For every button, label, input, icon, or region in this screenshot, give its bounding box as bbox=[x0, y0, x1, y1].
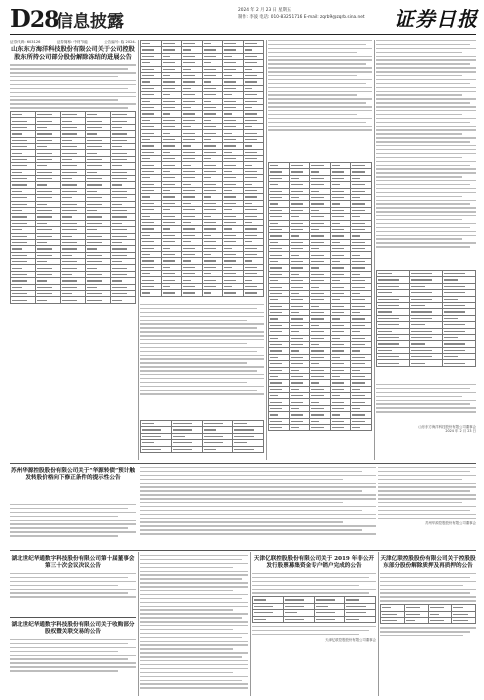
table-cell bbox=[243, 290, 264, 296]
data-table bbox=[140, 40, 264, 297]
data-table bbox=[10, 111, 136, 304]
table-cell bbox=[269, 425, 290, 431]
notice-2-body bbox=[10, 504, 136, 544]
notice-4 bbox=[10, 621, 136, 697]
notice-title: 湖北世纪华通数字科技股份有限公司关于收购部分股权暨关联交易的公告 bbox=[11, 622, 135, 635]
notice-title: 天津亿联控股股份有限公司关于控股股东部分股份解除质押及再质押的公告 bbox=[380, 556, 476, 569]
table-cell bbox=[283, 616, 314, 622]
notice-3 bbox=[10, 555, 136, 615]
masthead bbox=[10, 4, 478, 34]
table-cell bbox=[404, 617, 428, 623]
table-cell bbox=[233, 446, 264, 452]
table-row bbox=[141, 290, 264, 296]
notice-1 bbox=[10, 40, 136, 460]
contact-line: 制作: 李波 电话: 010-83251716 E-mail: zqrb9@zqrb.sina.net bbox=[238, 15, 365, 20]
section-title: 信息披露 bbox=[56, 12, 124, 32]
table-cell bbox=[223, 290, 244, 296]
notice-title: 天津亿联控股股份有限公司关于 2019 年非公开发行股票募集资金专户销户完成的公告 bbox=[253, 556, 375, 569]
table-cell bbox=[36, 297, 61, 303]
table-cell bbox=[202, 290, 223, 296]
page-number: D28 bbox=[10, 4, 59, 33]
table-column bbox=[376, 270, 476, 380]
table-row bbox=[141, 446, 264, 452]
table-row bbox=[377, 360, 476, 366]
notice-2-right bbox=[378, 467, 476, 547]
notice-text-block bbox=[268, 40, 372, 160]
table-cell bbox=[428, 617, 452, 623]
notice-text-block bbox=[376, 40, 476, 266]
table-cell bbox=[161, 290, 182, 296]
table-cell bbox=[86, 297, 111, 303]
table-cell bbox=[443, 360, 476, 366]
table-column bbox=[268, 162, 372, 460]
table-cell bbox=[310, 425, 331, 431]
notice-title: 山东东方海洋科技股份有限公司关于公司控股股东所持公司部分股份解除冻结的进展公告 bbox=[11, 46, 135, 61]
table-cell bbox=[410, 360, 443, 366]
table-cell bbox=[351, 425, 372, 431]
table-cell bbox=[11, 297, 36, 303]
signoff-company: 苏州华源控股股份有限公司董事会 bbox=[425, 521, 476, 526]
table-column bbox=[140, 40, 264, 340]
data-table bbox=[380, 604, 476, 624]
signoff-company: 天津亿联控股股份有限公司董事会 bbox=[325, 637, 376, 642]
table-cell bbox=[381, 617, 405, 623]
notice-3-body bbox=[140, 555, 248, 695]
notice-body bbox=[10, 64, 136, 108]
signoff-company: 山东东方海洋科技股份有限公司董事会 bbox=[418, 424, 476, 429]
table-cell bbox=[182, 290, 203, 296]
data-table bbox=[376, 270, 476, 367]
notice-2-text bbox=[140, 467, 376, 547]
table-row bbox=[253, 616, 376, 622]
table-cell bbox=[61, 297, 86, 303]
table-cell bbox=[141, 446, 172, 452]
table-cell bbox=[314, 616, 345, 622]
data-table bbox=[252, 596, 376, 623]
notice-title: 苏州华源控股股份有限公司关于“华源转债”预计触发转股价格向下修正条件的提示性公告 bbox=[11, 468, 135, 481]
table-cell bbox=[377, 360, 410, 366]
dateline: 2024 年 2 月 23 日 星期五 bbox=[238, 8, 292, 13]
signoff-date: 2024 年 2 月 23 日 bbox=[445, 429, 476, 434]
notice-6 bbox=[380, 555, 476, 695]
table-row bbox=[269, 425, 372, 431]
data-table bbox=[268, 162, 372, 431]
notice-5 bbox=[252, 555, 376, 695]
table-cell bbox=[289, 425, 310, 431]
table-cell bbox=[452, 617, 476, 623]
table-cell bbox=[141, 290, 162, 296]
notice-2 bbox=[10, 467, 136, 503]
table-cell bbox=[202, 446, 233, 452]
small-table bbox=[140, 420, 264, 460]
newspaper-logo: 证券日报 bbox=[394, 7, 478, 31]
table-cell bbox=[345, 616, 376, 622]
notice-header: 证券代码: 603126 证券简称: 中材节能 公告编号: 临 2024- bbox=[10, 40, 136, 44]
table-cell bbox=[253, 616, 284, 622]
notice-signoff bbox=[376, 384, 476, 460]
notice-title: 湖北世纪华通数字科技股份有限公司第十届董事会第三十次会议决议公告 bbox=[11, 556, 135, 569]
table-cell bbox=[330, 425, 351, 431]
table-row bbox=[381, 617, 476, 623]
notice-text-block bbox=[140, 304, 264, 424]
table-row bbox=[11, 297, 136, 303]
masthead-rule bbox=[10, 34, 476, 35]
table-cell bbox=[171, 446, 202, 452]
table-cell bbox=[111, 297, 136, 303]
